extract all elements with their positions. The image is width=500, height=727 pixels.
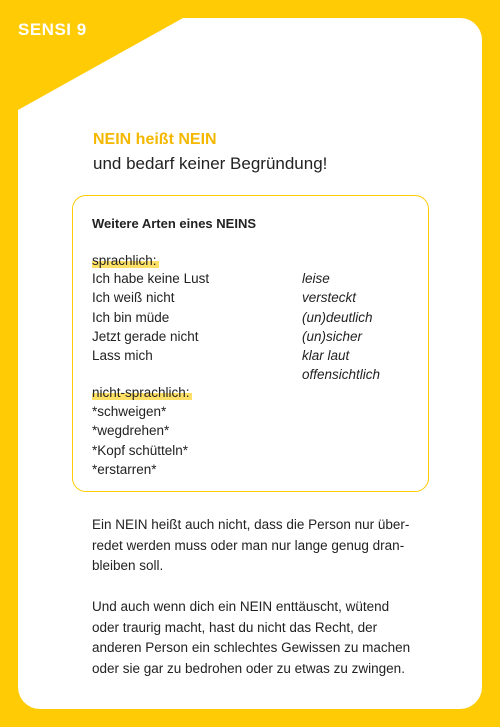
heading-subtitle: und bedarf keiner Begründung! — [93, 154, 328, 173]
paragraph-line: Ein NEIN heißt auch nicht, dass die Person nur über- — [92, 517, 410, 532]
paragraph-line: oder traurig macht, hast du nicht das Recht, der — [92, 619, 378, 635]
list-item: Ich bin müde — [92, 309, 170, 325]
paragraph-line: redet werden muss oder man nur lange genug dran- — [92, 537, 405, 553]
list-item: Lass mich — [92, 348, 153, 364]
nonverbal-label: nicht-sprachlich: — [92, 385, 190, 400]
qualifier-list — [302, 269, 380, 385]
nonverbal-list — [92, 402, 188, 479]
list-item: *Kopf schütteln* — [92, 442, 189, 458]
info-box — [72, 195, 429, 492]
paragraph-2 — [92, 597, 422, 679]
list-item: versteckt — [302, 290, 357, 306]
list-item: *wegdrehen* — [92, 423, 170, 439]
list-item: Ich habe keine Lust — [92, 271, 210, 286]
list-item: (un)deutlich — [302, 309, 373, 325]
paragraph-line: bleiben soll. — [92, 558, 164, 573]
paragraph-line: oder sie gar zu bedrohen oder zu etwas zu zwingen. — [92, 660, 405, 676]
box-title: Weitere Arten eines NEINS — [92, 216, 256, 231]
list-item: (un)sicher — [302, 328, 363, 344]
verbal-list — [92, 269, 209, 365]
paragraph-line: Und auch wenn dich ein NEIN enttäuscht, wütend — [92, 599, 390, 614]
heading-title: NEIN heißt NEIN — [93, 131, 217, 148]
list-item: *schweigen* — [92, 404, 167, 419]
list-item: klar laut — [302, 348, 350, 364]
list-item: *erstarren* — [92, 461, 157, 477]
list-item: Ich weiß nicht — [92, 290, 175, 306]
card-badge: SENSI 9 — [18, 20, 87, 39]
paragraph-1 — [92, 515, 422, 577]
list-item: leise — [302, 271, 330, 286]
list-item: Jetzt gerade nicht — [92, 328, 199, 344]
list-item: offensichtlich — [302, 367, 381, 383]
verbal-label: sprachlich: — [92, 253, 157, 268]
paragraph-line: anderen Person ein schlechtes Gewissen zu machen — [92, 640, 411, 655]
